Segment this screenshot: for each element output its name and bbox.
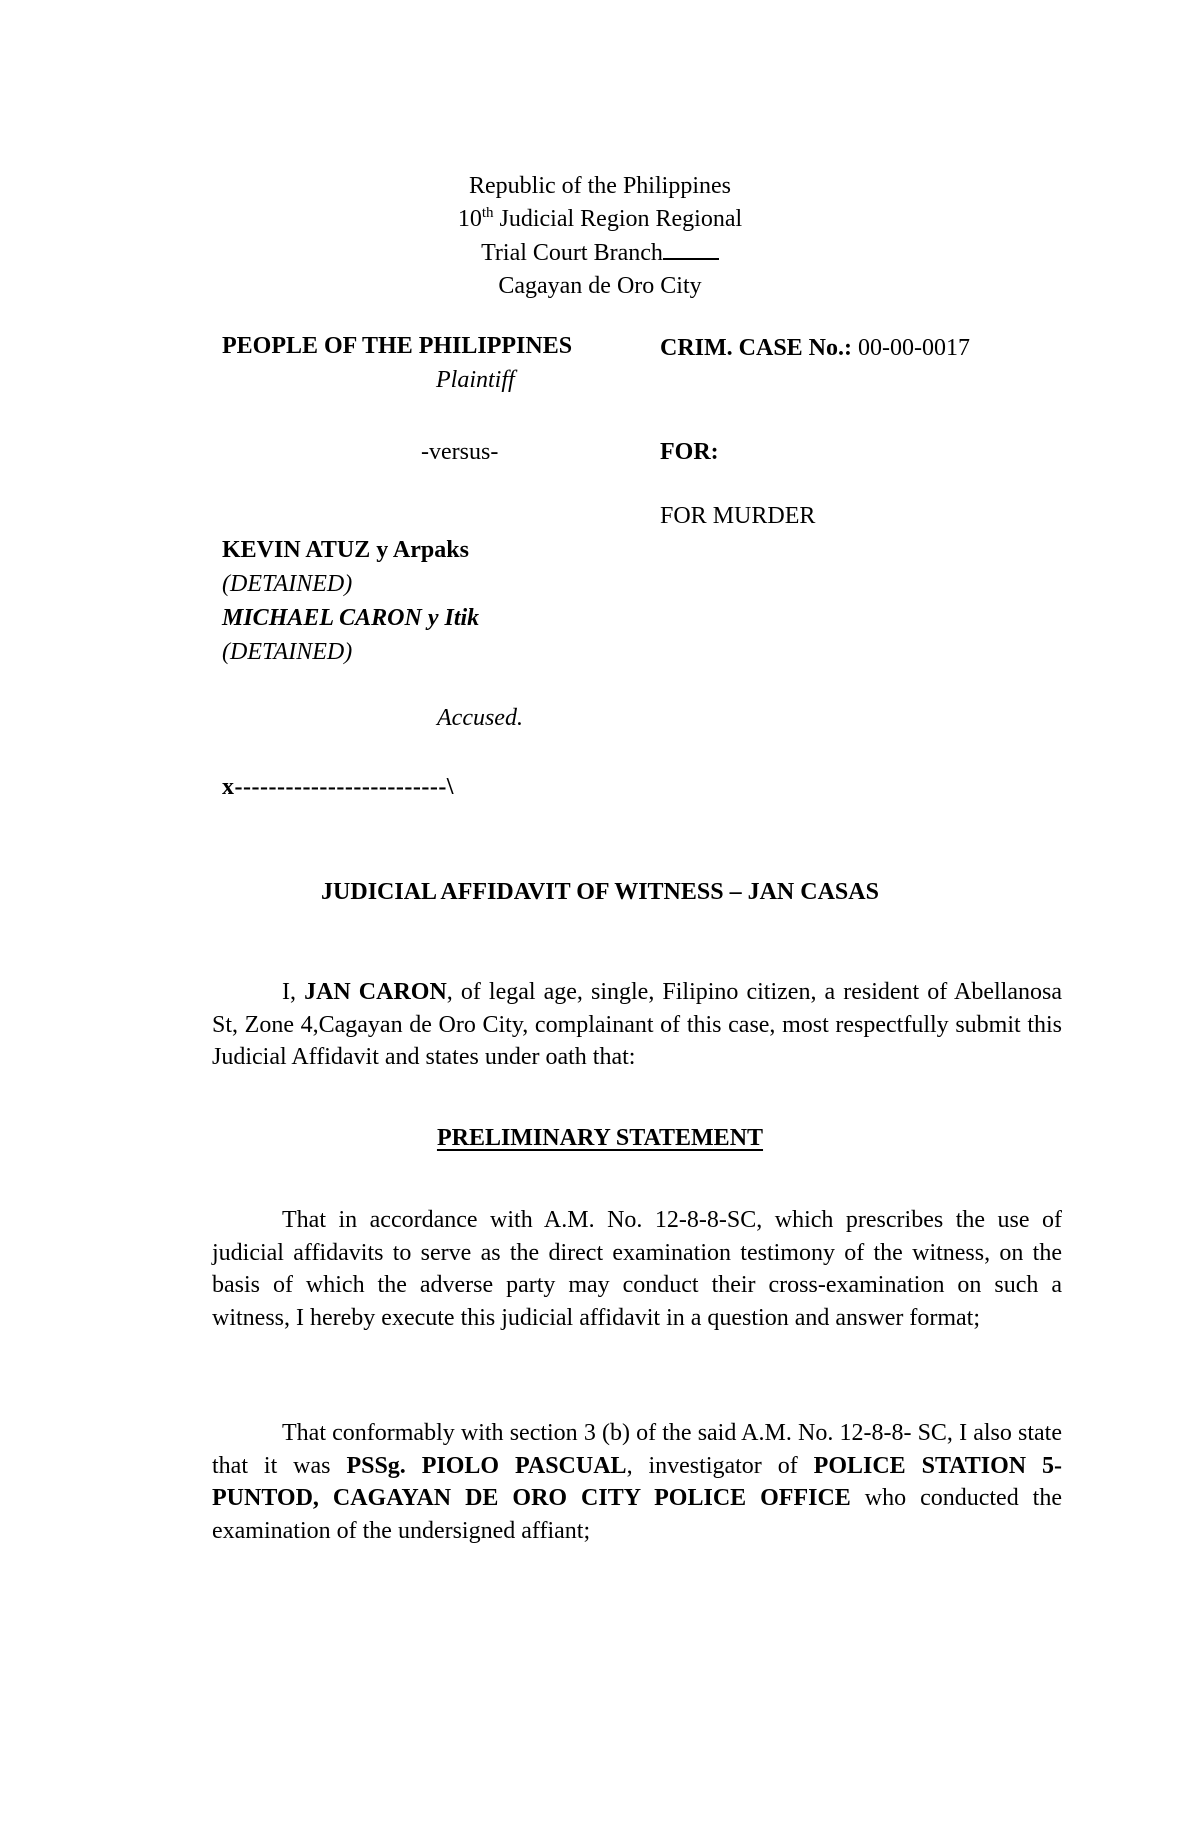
region-text: Judicial Region Regional (493, 206, 743, 232)
accused-1-status: (DETAINED) (222, 571, 353, 597)
for-value: FOR MURDER (660, 503, 816, 529)
preliminary-paragraph-2 (212, 1417, 1062, 1547)
court-header-line-1: Republic of the Philippines (469, 173, 731, 199)
court-header (0, 170, 1200, 303)
region-ordinal: th (481, 205, 494, 221)
police-office-name: POLICE STATION 5- PUNTOD, CAGAYAN DE ORO CITY POLICE OFFICE (212, 1452, 1062, 1511)
versus-label: -versus- (421, 439, 499, 465)
court-header-line-3 (0, 236, 1200, 270)
preliminary-paragraph-1: That in accordance with A.M. No. 12-8-8-SC, which prescribes the use of judicial affidavits to serve as the direct examination testimony of the witness, on the basis of which the adverse party may conduct their cross-examination on such a witness, I hereby execute this judicial affidavit in a question and answer format; (212, 1207, 1062, 1331)
plaintiff-role: Plaintiff (436, 367, 515, 393)
intro-text: , of legal age, single, Filipino citizen, a resident of Abellanosa St, Zone 4,Cagayan de Oro City, complainant of this case, most respectfully submit this Judicial Affidavit and states under oath that: (212, 979, 1062, 1070)
accused-1-name: KEVIN ATUZ y Arpaks (222, 537, 469, 563)
paragraph-2-part-2: , investigator of (626, 1452, 814, 1479)
section-heading: PRELIMINARY STATEMENT (436, 1125, 764, 1151)
accused-2-status: (DETAINED) (222, 639, 353, 665)
case-number-label: CRIM. CASE No.: (660, 335, 852, 361)
intro-paragraph (212, 976, 1062, 1074)
accused-2-name: MICHAEL CARON y Itik (222, 605, 480, 631)
case-number-value: 00-00-0017 (852, 335, 970, 361)
court-header-line-2 (0, 203, 1200, 236)
court-header-line-4: Cagayan de Oro City (498, 273, 702, 299)
court-branch-label: Trial Court Branch (481, 240, 663, 266)
paragraph-2-part-3: who conducted the examination of the undersigned affiant; (212, 1485, 1063, 1544)
region-number: 10 (457, 206, 482, 232)
paragraph-2-part-1: That conformably with section 3 (b) of the said A.M. No. 12-8-8- SC, I also state that it was (212, 1420, 1062, 1479)
for-label: FOR: (660, 439, 719, 465)
accused-role: Accused. (437, 705, 523, 731)
case-number (660, 335, 970, 362)
intro-prefix: I, (282, 979, 305, 1005)
document-title: JUDICIAL AFFIDAVIT OF WITNESS – JAN CASAS (321, 879, 879, 905)
branch-blank-line (663, 236, 719, 260)
caption-separator: x-------------------------\ (222, 774, 454, 800)
plaintiff-name: PEOPLE OF THE PHILIPPINES (222, 333, 573, 359)
affiant-name: JAN CARON (304, 979, 447, 1005)
investigator-name: PSSg. PIOLO PASCUAL (346, 1452, 627, 1479)
